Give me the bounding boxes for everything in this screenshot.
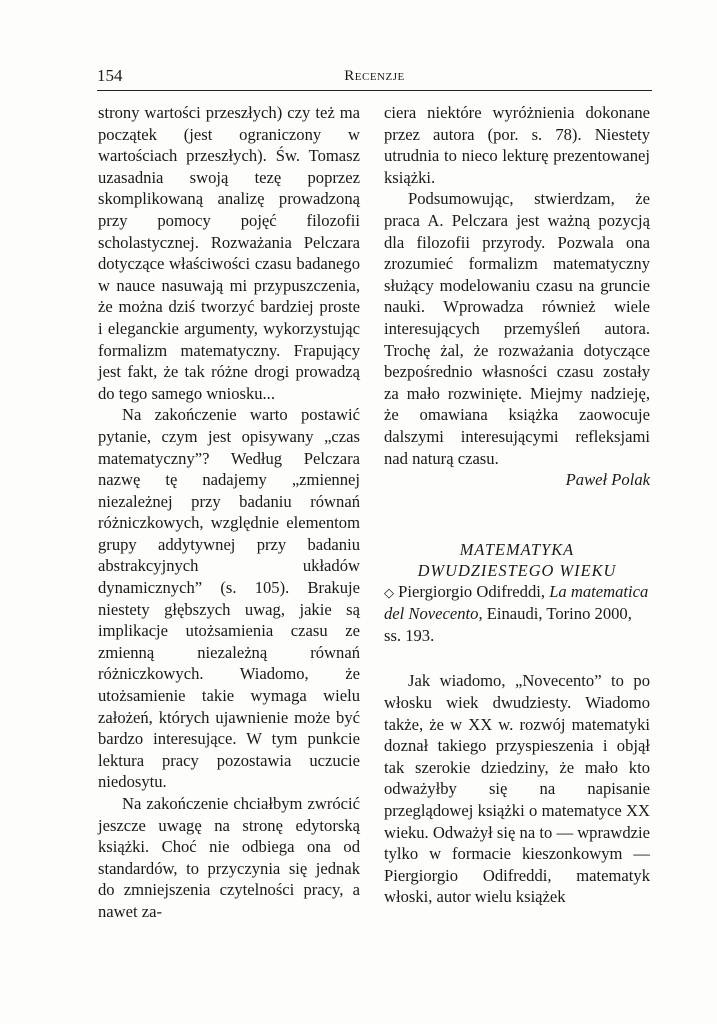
section-title-line-2: DWUDZIESTEGO WIEKU: [417, 560, 617, 580]
paragraph: ciera niektóre wyróżnienia dokonane przez autora (por. s. 78). Niestety utrudnia to nieco lekturę prezentowanej książki.: [384, 103, 650, 187]
review-signature: Paweł Polak: [565, 470, 650, 490]
paragraph: Na zakończenie warto postawić pytanie, czym jest opisywany „czas matematyczny”? Według Pelczara nazwę tę nadajemy „zmiennej niezależnej przy badaniu równań różniczkowych, względnie elementom grupy addytywnej przy badaniu abstrakcyjnych układów dynamicznych” (s. 105). Brakuje niestety głębszych uwag, jakie są implikacje utożsamienia czasu ze zmienną niezależną równań różniczkowych. Wiadomo, że utożsamienie takie wymaga wielu założeń, których ujawnienie może być bardzo interesujące. W tym punkcie lektura pracy pozostawia uczucie niedosytu.: [98, 405, 360, 792]
bibliographic-entry: [384, 581, 650, 647]
biblio-title: La matematica del Novecento,: [384, 581, 649, 624]
right-column: [384, 102, 650, 908]
left-column: [98, 102, 360, 923]
paragraph: strony wartości przeszłych) czy też ma początek (jest ograniczony w wartościach przeszłych). Św. Tomasz uzasadnia swoją tezę poprzez skomplikowaną analizę prowadzoną przy pomocy pojęć filozofii scholastycznej. Rozważania Pelczara dotyczące właściwości czasu badanego w nauce nasuwają mi przypuszczenia, że można dziś tworzyć bardziej proste i eleganckie argumenty, wykorzystując formalizm matematyczny. Frapujący jest fakt, że tak różne drogi prowadzą do tego samego wniosku...: [98, 103, 360, 403]
paragraph: Na zakończenie chciałbym zwrócić jeszcze uwagę na stronę edytorską książki. Choć nie odbiega ona od standardów, to przyczynia się jednak do zmniejszenia czytelności pracy, a nawet za-: [98, 794, 360, 921]
paragraph: Jak wiadomo, „Novecento” to po włosku wiek dwudziesty. Wiadomo także, że w XX w. rozwój matematyki doznał takiego przyspieszenia i objął tak szerokie dziedziny, że mało kto odważyłby się na napisanie przeglądowej książki o matematyce XX wieku. Odważył się na to — wprawdzie tylko w formacie kieszonkowym — Piergiorgio Odifreddi, matematyk włoski, autor wielu książek: [384, 671, 650, 907]
diamond-icon: ◇: [384, 584, 394, 600]
running-head: Recenzje: [344, 68, 405, 84]
paragraph: Podsumowując, stwierdzam, że praca A. Pelczara jest ważną pozycją dla filozofii przyrody. Pozwala ona zrozumieć formalizm matematyczny służący modelowaniu czasu na gruncie nauki. Wprowadza również wiele interesujących przemyśleń autora. Trochę żal, że rozważania dotyczące bezpośrednio własności czasu zostały za mało rozwinięte. Miejmy nadzieję, że omawiana książka zaowocuje dalszymi interesującymi refleksjami nad naturą czasu.: [384, 189, 650, 468]
biblio-author: Piergiorgio Odifreddi,: [398, 581, 546, 601]
review-section-title: [384, 539, 650, 581]
page-number: 154: [97, 66, 123, 85]
section-title-line-1: MATEMATYKA: [459, 539, 575, 559]
biblio-publisher: Einaudi, Torino 2000, ss. 193.: [384, 604, 632, 645]
page-header: [97, 66, 652, 91]
